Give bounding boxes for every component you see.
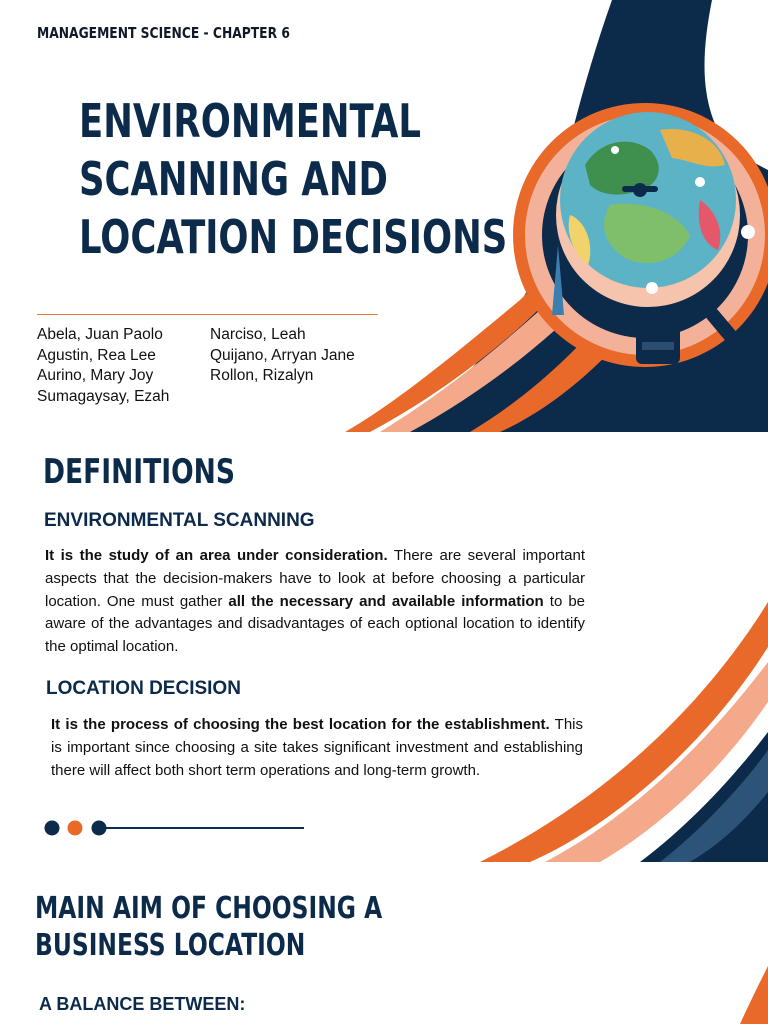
author-name: Narciso, Leah: [210, 326, 306, 343]
author-name: Rollon, Rizalyn: [210, 367, 314, 384]
course-chapter-label: MANAGEMENT SCIENCE - CHAPTER 6: [37, 24, 290, 42]
cover-title: [79, 92, 510, 266]
env-bold-mid: all the necessary and available information: [228, 592, 544, 610]
main-aim-panel: [0, 862, 768, 1024]
env-text: There are several important aspects that the decision-makers have to look at before choosing a particular location. One must gather: [45, 547, 585, 610]
author-name: Agustin, Rea Lee: [37, 346, 156, 364]
env-scanning-paragraph: [45, 545, 585, 659]
cover-title-line: SCANNING AND: [79, 152, 388, 206]
cover-title-line: LOCATION DECISIONS: [79, 210, 508, 264]
location-decision-heading: LOCATION DECISION: [46, 678, 241, 699]
definitions-panel: [0, 432, 768, 862]
main-aim-title: [35, 890, 382, 964]
author-name: Sumagaysay, Ezah: [37, 387, 170, 405]
loc-text: This is important since choosing a site takes significant investment and establishing there will affect both short term operations and long-term growth.: [51, 716, 583, 779]
main-aim-title-line: BUSINESS LOCATION: [35, 928, 306, 963]
location-decision-paragraph: [51, 714, 583, 782]
main-aim-title-line: MAIN AIM OF CHOOSING A: [35, 891, 383, 926]
cover-title-line: ENVIRONMENTAL: [79, 94, 421, 148]
author-name: Quijano, Arryan Jane: [210, 346, 355, 364]
definitions-title: DEFINITIONS: [43, 452, 235, 492]
author-name: Aurino, Mary Joy: [37, 367, 154, 384]
cover-panel: [0, 0, 768, 432]
env-bold-lead: It is the study of an area under consideration.: [45, 547, 388, 564]
authors-right-column: [210, 325, 355, 387]
env-text-end: to be aware of the advantages and disadvantages of each optional location to identify the optimal location.: [45, 592, 586, 656]
loc-bold-lead: It is the process of choosing the best location for the establishment.: [51, 716, 550, 733]
balance-heading: A BALANCE BETWEEN:: [39, 994, 246, 1014]
authors-left-column: [37, 325, 169, 407]
dots-divider: [44, 820, 306, 836]
title-divider: [37, 314, 378, 315]
author-name: Abela, Juan Paolo: [37, 326, 163, 343]
env-scanning-heading: ENVIRONMENTAL SCANNING: [44, 510, 315, 531]
